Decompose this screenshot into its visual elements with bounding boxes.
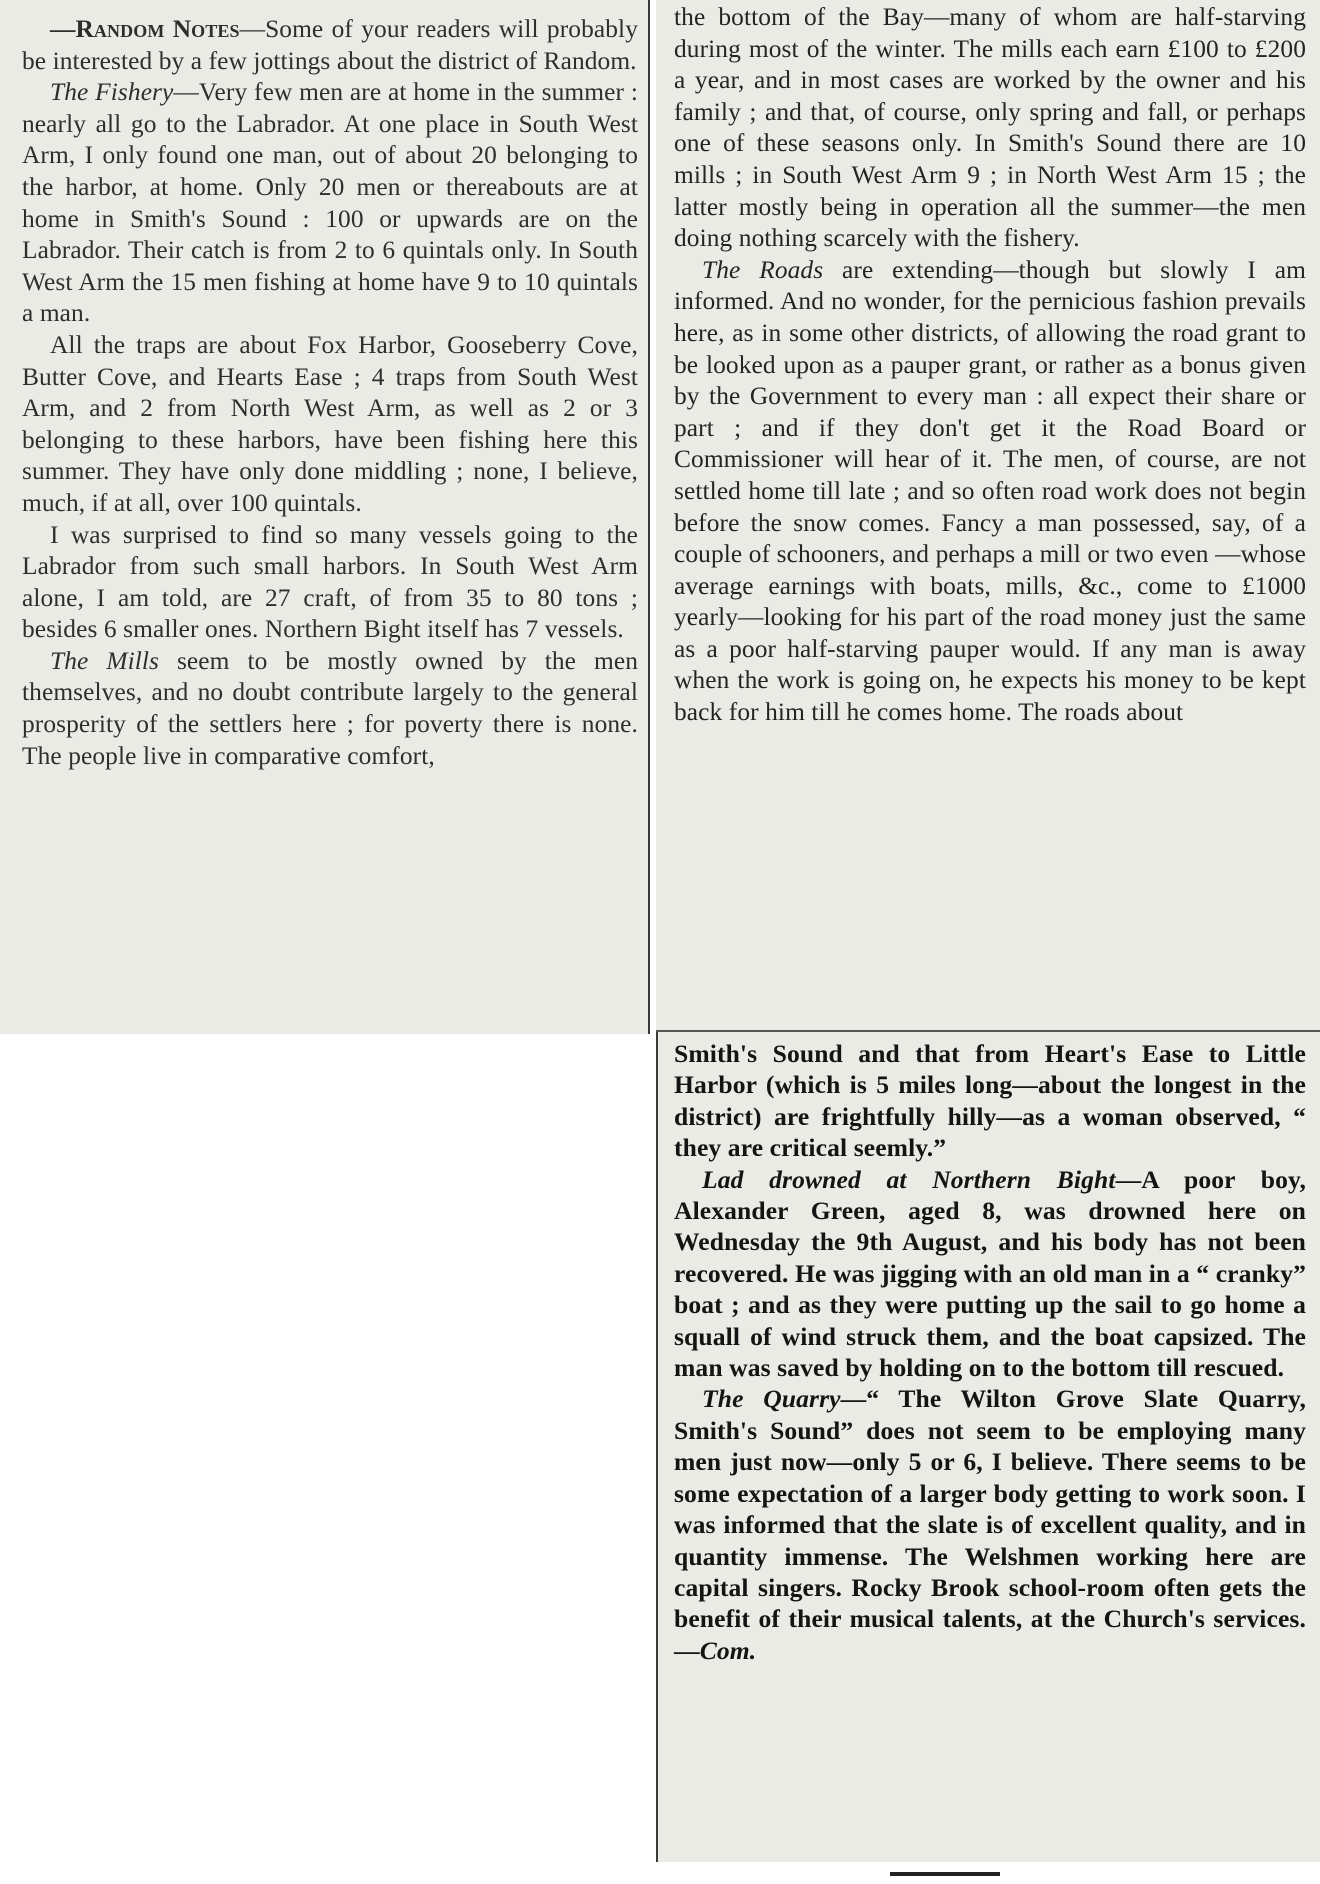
column-right-top <box>656 0 1320 1032</box>
paragraph-text: seem to be mostly owned by the men themselves, and no doubt contribute largely to the general prosperity of the settlers here ; for poverty there is none. The people live in comparative comfort, <box>22 646 638 770</box>
column-rule <box>648 0 650 1034</box>
paragraph-text: —“ The Wilton Grove Slate Quarry, Smith's Sound” does not seem to be employing many men just now—only 5 or 6, I believe. There seems to be some expectation of a larger body getting to work soon. I was informed that the slate is of excellent quality, and in quantity immense. The Welshmen working here are capital singers. Rocky Brook school-room often gets the benefit of their musical talents, at the Church's services.— <box>674 1384 1306 1665</box>
paragraph-mills-continued: the bottom of the Bay—many of whom are half-starving during most of the winter. The mills each earn £100 to £200 a year, and in most cases are worked by the owner and his family ; and that, of course, only spring and fall, or perhaps one of these seasons only. In Smith's Sound there are 10 mills ; in South West Arm 9 ; in North West Arm 15 ; the latter mostly being in operation all the summer—the men doing nothing scarcely with the fishery. <box>674 3 1306 253</box>
paragraph-text: —Very few men are at home in the summer : nearly all go to the Labrador. At one place in South West Arm, I only found one man, out of about 20 belonging to the harbor, at home. Only 20 men or thereabouts are at home in Smith's Sound : 100 or upwards are on the Labrador. Their catch is from 2 to 6 quintals only. In South West Arm the 15 men fishing at home have 9 to 10 quintals a man. <box>22 78 638 328</box>
subhead-roads: The Roads <box>702 255 824 284</box>
paragraph-drowned <box>674 1164 1306 1384</box>
paragraph-text: are extending—though but slowly I am informed. And no wonder, for the pernicious fashion prevails here, as in some other districts, of allowing the road grant to be looked upon as a pauper grant, or rather as a bonus given by the Government to every man : all expect their share or part ; and if they don't get it the Road Board or Commissioner will hear of it. The men, of course, are not settled home till late ; and so often road work does not begin before the snow comes. Fancy a man possessed, say, of a couple of schooners, and perhaps a mill or two even —whose average earnings with boats, mills, &c., come to £1000 yearly—looking for his part of the road money just the same as a poor half-starving pauper would. If any man is away when the work is going on, he expects his money to be kept back for him till he comes home. The roads about <box>674 255 1306 727</box>
paragraph-text: —Some of your readers will probably be interested by a few jottings about the district of Random. <box>22 15 638 75</box>
subhead-mills: The Mills <box>50 646 160 675</box>
paragraph-fishery <box>22 77 638 330</box>
paragraph-traps: All the traps are about Fox Harbor, Gooseberry Cove, Butter Cove, and Hearts Ease ; 4 traps from South West Arm, and 2 from North West Arm, as well as 2 or 3 belonging to these harbors, have been fishing here this summer. They have only done middling ; none, I believe, much, if at all, over 100 quintals. <box>22 330 638 517</box>
column-right-bottom <box>656 1032 1320 1862</box>
end-rule <box>890 1872 1000 1876</box>
paragraph-roads-continued: Smith's Sound and that from Heart's Ease to Little Harbor (which is 5 miles long—about the longest in the district) are frightfully hilly—as a woman observed, “ they are critical seemly.” <box>674 1039 1306 1163</box>
subhead-quarry: The Quarry <box>702 1384 841 1414</box>
subhead-drowned: Lad drowned at Northern Bight <box>702 1164 1116 1194</box>
paragraph-mills <box>22 646 638 772</box>
signature: Com. <box>699 1635 757 1665</box>
section-kicker: —Random Notes <box>50 15 240 43</box>
paragraph-text: —A poor boy, Alexander Green, aged 8, was drowned here on Wednesday the 9th August, and his body has not been recovered. He was jigging with an old man in a “ cranky” boat ; and as they were putting up the sail to go home a squall of wind struck them, and the boat capsized. The man was saved by holding on to the bottom till rescued. <box>674 1164 1307 1383</box>
column-rule <box>656 1032 658 1862</box>
paragraph-quarry <box>674 1383 1306 1666</box>
subhead-fishery: The Fishery <box>50 78 174 107</box>
paragraph-intro <box>22 14 638 77</box>
paragraph-roads <box>674 255 1306 729</box>
paragraph-vessels: I was surprised to find so many vessels going to the Labrador from such small harbors. In South West Arm alone, I am told, are 27 craft, of from 35 to 80 tons ; besides 6 smaller ones. Northern Bight itself has 7 vessels. <box>22 520 638 644</box>
column-left <box>0 0 648 1034</box>
